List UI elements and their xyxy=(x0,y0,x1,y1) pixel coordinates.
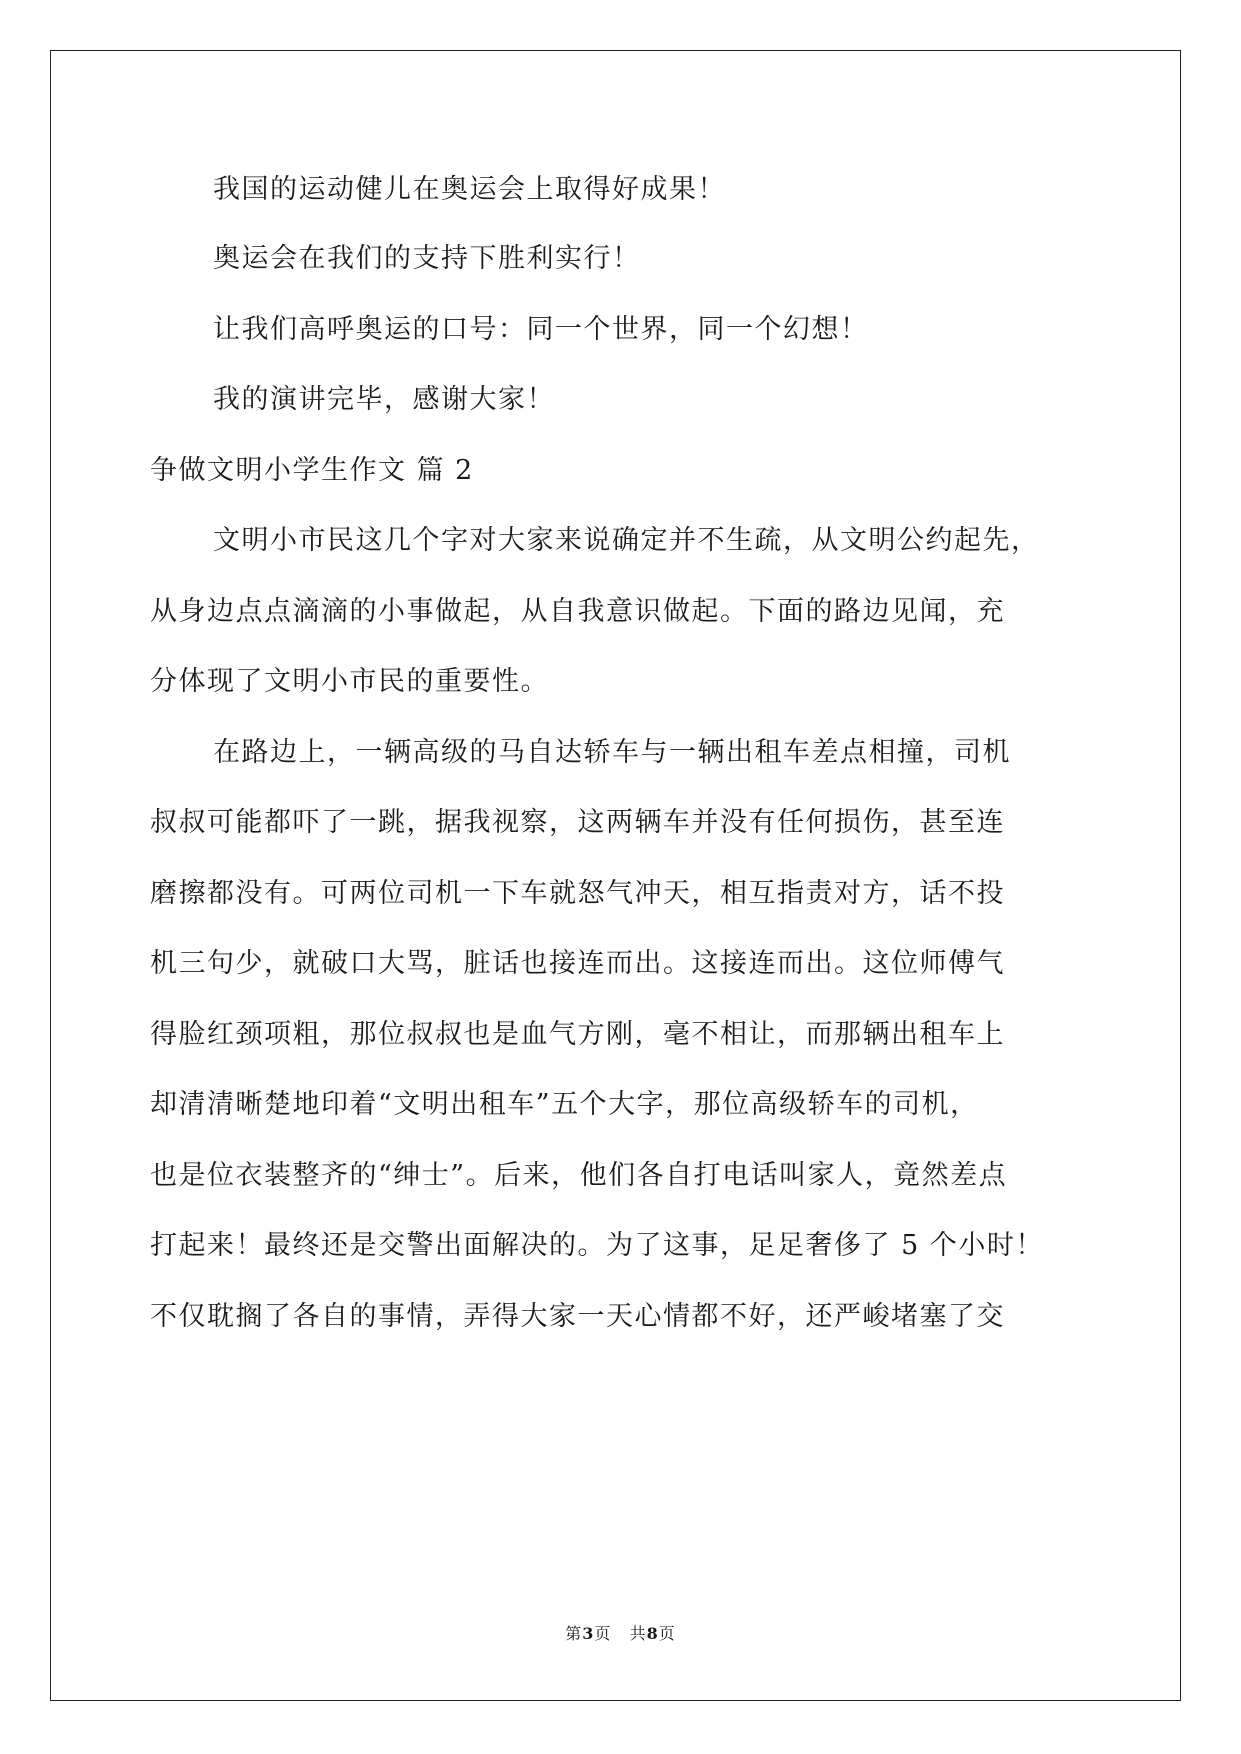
paragraph-line: 打起来！最终还是交警出面解决的。为了这事，足足奢侈了 5 个小时！ xyxy=(150,1230,1044,1261)
paragraph-line: 得脸红颈项粗，那位叔叔也是血气方刚，毫不相让，而那辆出租车上 xyxy=(150,1019,1005,1050)
footer-prefix: 第 xyxy=(565,1624,583,1643)
section-heading: 争做文明小学生作文 篇 2 xyxy=(150,455,474,486)
paragraph-line: 我国的运动健儿在奥运会上取得好成果！ xyxy=(213,174,726,205)
paragraph-line: 从身边点点滴滴的小事做起，从自我意识做起。下面的路边见闻，充 xyxy=(150,596,1005,627)
paragraph-line: 让我们高呼奥运的口号：同一个世界，同一个幻想！ xyxy=(213,314,869,345)
page-footer xyxy=(0,1621,1241,1644)
paragraph-line: 叔叔可能都吓了一跳，据我视察，这两辆车并没有任何损伤，甚至连 xyxy=(150,807,1005,838)
total-page-number: 8 xyxy=(646,1624,659,1643)
footer-mid: 页 共 xyxy=(594,1624,647,1643)
current-page-number: 3 xyxy=(582,1624,595,1643)
paragraph-line: 分体现了文明小市民的重要性。 xyxy=(150,666,549,697)
paragraph-line: 不仅耽搁了各自的事情，弄得大家一天心情都不好，还严峻堵塞了交 xyxy=(150,1301,1005,1332)
paragraph-line: 磨擦都没有。可两位司机一下车就怒气冲天，相互指责对方，话不投 xyxy=(150,878,1005,909)
paragraph-line: 我的演讲完毕，感谢大家！ xyxy=(213,384,555,415)
paragraph-line: 机三句少，就破口大骂，脏话也接连而出。这接连而出。这位师傅气 xyxy=(150,948,1005,979)
paragraph-line: 却清清晰楚地印着“文明出租车”五个大字，那位高级轿车的司机， xyxy=(150,1089,979,1120)
paragraph-line: 奥运会在我们的支持下胜利实行！ xyxy=(213,243,641,274)
paragraph-line: 在路边上，一辆高级的马自达轿车与一辆出租车差点相撞，司机 xyxy=(213,737,1011,768)
paragraph-line: 也是位衣装整齐的“绅士”。后来，他们各自打电话叫家人，竟然差点 xyxy=(150,1160,1008,1191)
footer-suffix: 页 xyxy=(658,1624,676,1643)
paragraph-line: 文明小市民这几个字对大家来说确定并不生疏，从文明公约起先， xyxy=(213,525,1040,556)
